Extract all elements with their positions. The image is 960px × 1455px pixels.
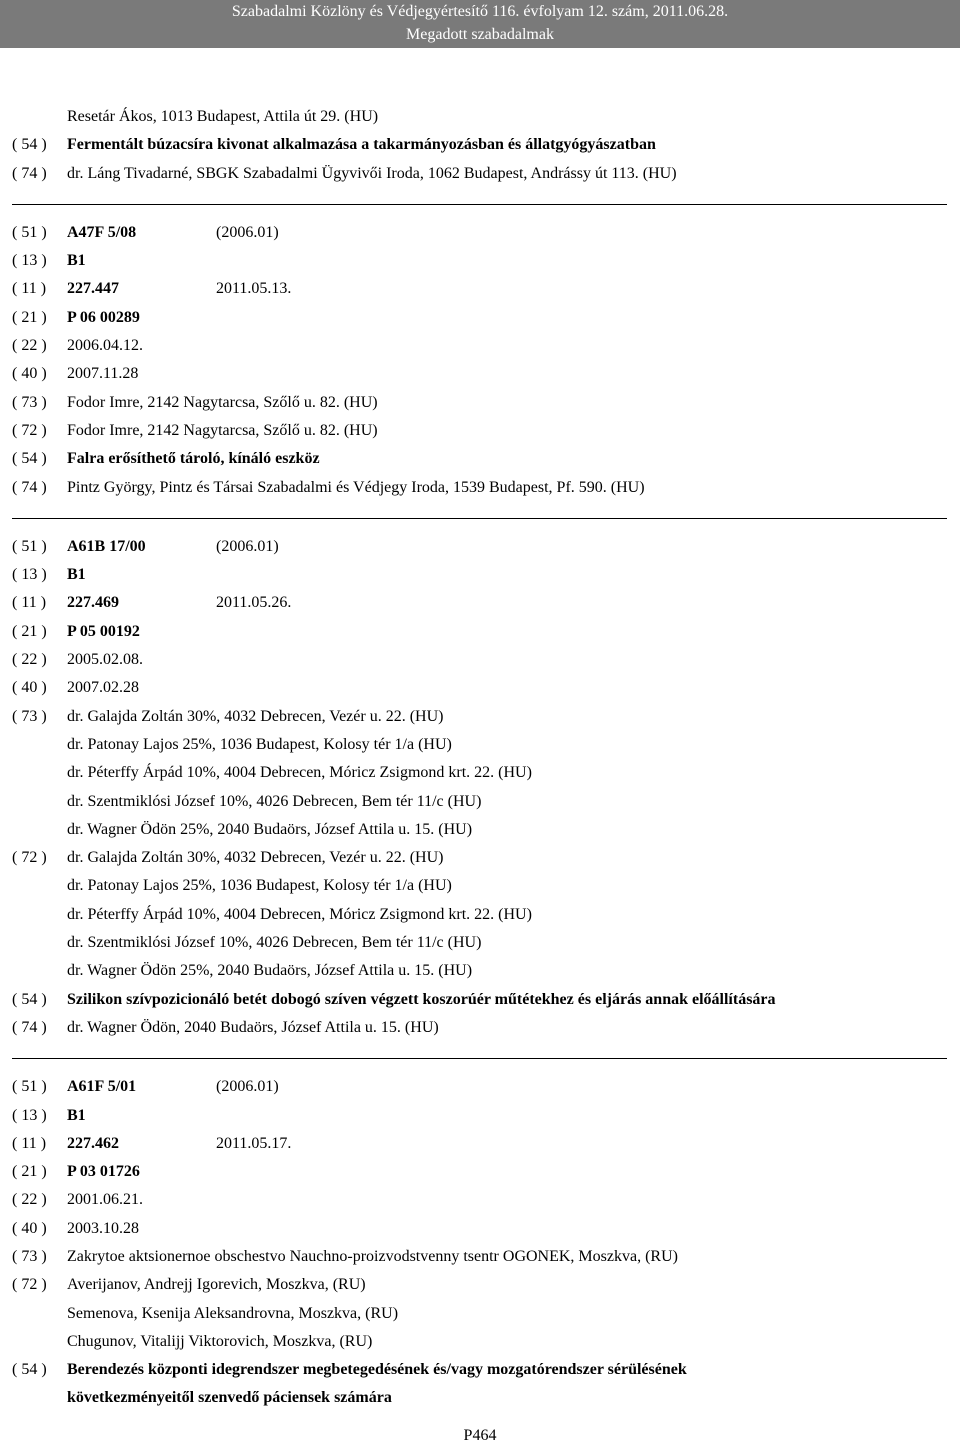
- field-value: 227.469: [67, 594, 119, 612]
- entry-row: [12, 618, 952, 646]
- entry-row: [12, 759, 952, 787]
- entry-row: [12, 703, 952, 731]
- entry-separator: [12, 204, 947, 205]
- field-value: Fodor Imre, 2142 Nagytarcsa, Szőlő u. 82. (HU): [67, 393, 378, 411]
- entry-separator: [12, 518, 947, 519]
- entry-row: [12, 844, 952, 872]
- field-value: P 03 01726: [67, 1163, 140, 1181]
- entry-row: [12, 389, 952, 417]
- field-value: dr. Péterffy Árpád 10%, 4004 Debrecen, Móricz Zsigmond krt. 22. (HU): [67, 764, 532, 782]
- entry-row: [12, 957, 952, 985]
- entry-row: [12, 1186, 952, 1214]
- field-code: ( 22 ): [12, 651, 47, 669]
- section-title: Megadott szabadalmak: [406, 26, 554, 43]
- entry-row: [12, 445, 952, 473]
- field-value: P 05 00192: [67, 622, 140, 640]
- entry-row: [12, 901, 952, 929]
- field-code: ( 74 ): [12, 478, 47, 496]
- field-value: Resetár Ákos, 1013 Budapest, Attila út 29. (HU): [67, 108, 379, 125]
- entry-row: [12, 304, 952, 332]
- entry-row: [12, 1356, 952, 1384]
- field-code: ( 22 ): [12, 337, 47, 355]
- entry-row: [12, 474, 952, 502]
- entry-row: [12, 1158, 952, 1186]
- field-value: A61B 17/00: [67, 537, 146, 555]
- field-code: ( 72 ): [12, 849, 47, 867]
- field-value: dr. Galajda Zoltán 30%, 4032 Debrecen, Vezér u. 22. (HU): [67, 707, 444, 725]
- field-value: Semenova, Ksenija Aleksandrovna, Moszkva, (RU): [67, 1304, 399, 1322]
- field-code: ( 11 ): [12, 594, 47, 612]
- patent-entry: [12, 533, 952, 1042]
- field-code: ( 73 ): [12, 1247, 47, 1265]
- entry-row: [12, 219, 952, 247]
- field-code: ( 21 ): [12, 1163, 47, 1181]
- field-value: Zakrytoe aktsionernoe obschestvo Nauchno-proizvodstvenny tsentr OGONEK, Moszkva, (RU): [67, 1247, 678, 1265]
- field-code: ( 13 ): [12, 1106, 47, 1124]
- field-value: Pintz György, Pintz és Társai Szabadalmi és Védjegy Iroda, 1539 Budapest, Pf. 590. (HU): [67, 478, 645, 496]
- field-value: B1: [67, 566, 86, 584]
- field-value: 2003.10.28: [67, 1219, 139, 1237]
- field-code: ( 13 ): [12, 252, 47, 270]
- entry-row: [12, 417, 952, 445]
- field-value: Averijanov, Andrejj Igorevich, Moszkva, (RU): [67, 1276, 366, 1294]
- entry-separator: [12, 1058, 947, 1059]
- entry-row: [12, 872, 952, 900]
- field-code: ( 73 ): [12, 393, 47, 411]
- field-value: dr. Szentmiklósi József 10%, 4026 Debrecen, Bem tér 11/c (HU): [67, 934, 482, 952]
- field-value: Fodor Imre, 2142 Nagytarcsa, Szőlő u. 82. (HU): [67, 421, 378, 439]
- journal-title: Szabadalmi Közlöny és Védjegyértesítő 116. évfolyam 12. szám, 2011.06.28.: [231, 3, 729, 20]
- field-code: ( 51 ): [12, 223, 47, 241]
- field-code: ( 40 ): [12, 365, 47, 383]
- field-value: dr. Wagner Ödön 25%, 2040 Budaörs, József Attila u. 15. (HU): [67, 962, 473, 980]
- entry-row: [12, 674, 952, 702]
- entry-row: [12, 561, 952, 589]
- field-value: dr. Wagner Ödön 25%, 2040 Budaörs, József Attila u. 15. (HU): [67, 820, 473, 838]
- field-value: 2007.02.28: [67, 679, 139, 697]
- field-aux-value: 2011.05.17.: [216, 1134, 292, 1152]
- entry-row: [12, 929, 952, 957]
- field-code: ( 51 ): [12, 1078, 47, 1096]
- page-header-band: [0, 0, 960, 48]
- entry-row: [12, 1102, 952, 1130]
- field-value: dr. Patonay Lajos 25%, 1036 Budapest, Kolosy tér 1/a (HU): [67, 877, 452, 895]
- field-value: következményeitől szenvedő páciensek számára: [67, 1389, 392, 1407]
- field-value: B1: [67, 1106, 86, 1124]
- entry-row: [12, 247, 952, 275]
- field-value: dr. Galajda Zoltán 30%, 4032 Debrecen, Vezér u. 22. (HU): [67, 849, 444, 867]
- field-code: ( 40 ): [12, 1219, 47, 1237]
- entry-row: [12, 1328, 952, 1356]
- entry-row: [12, 731, 952, 759]
- field-code: ( 74 ): [12, 1018, 47, 1036]
- field-code: ( 54 ): [12, 1361, 47, 1379]
- field-value: dr. Patonay Lajos 25%, 1036 Budapest, Kolosy tér 1/a (HU): [67, 735, 452, 753]
- patent-entry: [12, 219, 952, 502]
- entry-row: [12, 275, 952, 303]
- field-value: Szilikon szívpozicionáló betét dobogó szíven végzett koszorúér műtétekhez és eljárás annak előállítására: [67, 990, 776, 1008]
- entry-row: [12, 589, 952, 617]
- entry-row: [12, 1384, 952, 1412]
- field-code: ( 73 ): [12, 707, 47, 725]
- patent-listing: [12, 103, 952, 1413]
- field-code: ( 11 ): [12, 1134, 47, 1152]
- field-value: Falra erősíthető tároló, kínáló eszköz: [67, 450, 320, 468]
- field-aux-value: (2006.01): [216, 1078, 279, 1096]
- patent-entry: [12, 1073, 952, 1413]
- field-value: dr. Szentmiklósi József 10%, 4026 Debrecen, Bem tér 11/c (HU): [67, 792, 482, 810]
- field-value: A61F 5/01: [67, 1078, 137, 1096]
- field-code: ( 21 ): [12, 308, 47, 326]
- entry-row: [12, 1300, 952, 1328]
- entry-row: [12, 1130, 952, 1158]
- field-code: ( 74 ): [12, 164, 47, 182]
- field-code: ( 11 ): [12, 280, 47, 298]
- entry-row: [12, 360, 952, 388]
- field-aux-value: 2011.05.13.: [216, 280, 292, 298]
- entry-row: [12, 1271, 952, 1299]
- field-value: A47F 5/08: [67, 223, 137, 241]
- field-code: ( 72 ): [12, 421, 47, 439]
- field-value: P 06 00289: [67, 308, 140, 326]
- entry-row: [12, 1215, 952, 1243]
- entry-row: [12, 646, 952, 674]
- entry-row: [12, 816, 952, 844]
- field-aux-value: 2011.05.26.: [216, 594, 292, 612]
- page-number: P464: [463, 1427, 497, 1444]
- field-code: ( 54 ): [12, 990, 47, 1008]
- field-value: B1: [67, 252, 86, 270]
- field-value: 2006.04.12.: [67, 337, 143, 355]
- entry-row: [12, 1073, 952, 1101]
- field-code: ( 72 ): [12, 1276, 47, 1294]
- field-code: ( 54 ): [12, 136, 47, 154]
- field-value: 227.462: [67, 1134, 119, 1152]
- entry-row: [12, 1014, 952, 1042]
- entry-row: [12, 533, 952, 561]
- entry-row: [12, 160, 952, 188]
- field-aux-value: (2006.01): [216, 223, 279, 241]
- field-code: ( 54 ): [12, 450, 47, 468]
- field-aux-value: (2006.01): [216, 537, 279, 555]
- field-value: 2007.11.28: [67, 365, 139, 383]
- field-value: Chugunov, Vitalijj Viktorovich, Moszkva, (RU): [67, 1332, 373, 1350]
- field-value: dr. Láng Tivadarné, SBGK Szabadalmi Ügyvivői Iroda, 1062 Budapest, Andrássy út 113. (HU): [67, 164, 677, 182]
- field-value: Berendezés központi idegrendszer megbetegedésének és/vagy mozgatórendszer sérülésének: [67, 1361, 687, 1379]
- entry-row: [12, 103, 952, 131]
- field-code: ( 22 ): [12, 1191, 47, 1209]
- entry-row: [12, 131, 952, 159]
- field-code: ( 21 ): [12, 622, 47, 640]
- patent-entry: [12, 103, 952, 188]
- field-code: ( 13 ): [12, 566, 47, 584]
- field-value: 227.447: [67, 280, 119, 298]
- field-value: dr. Wagner Ödön, 2040 Budaörs, József Attila u. 15. (HU): [67, 1018, 439, 1036]
- field-value: Fermentált búzacsíra kivonat alkalmazása a takarmányozásban és állatgyógyászatban: [67, 136, 656, 154]
- field-value: 2005.02.08.: [67, 651, 143, 669]
- field-value: dr. Péterffy Árpád 10%, 4004 Debrecen, Móricz Zsigmond krt. 22. (HU): [67, 905, 532, 923]
- field-value: 2001.06.21.: [67, 1191, 143, 1209]
- entry-row: [12, 332, 952, 360]
- entry-row: [12, 1243, 952, 1271]
- field-code: ( 51 ): [12, 537, 47, 555]
- entry-row: [12, 986, 952, 1014]
- field-code: ( 40 ): [12, 679, 47, 697]
- entry-row: [12, 788, 952, 816]
